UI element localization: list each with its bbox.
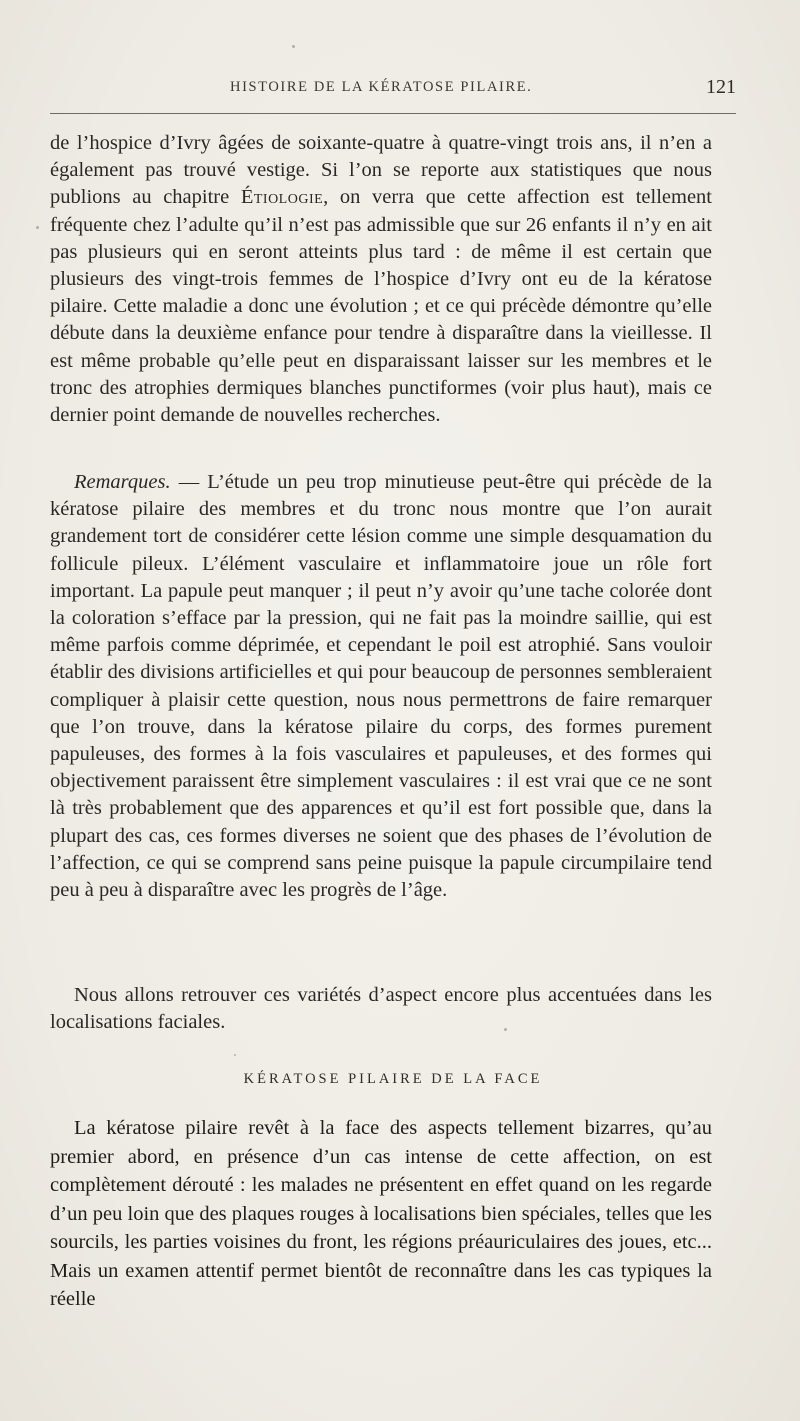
running-head-title: HISTOIRE DE LA KÉRATOSE PILAIRE.: [230, 79, 533, 95]
remarques-lead: Remarques.: [74, 471, 171, 493]
paragraph-transition: Nous allons retrouver ces variétés d’aspect encore plus accentuées dans les localisations faciales.: [50, 984, 712, 1034]
paper-speck: [234, 1054, 236, 1056]
paper-speck: [504, 1028, 507, 1031]
paragraph-remarques: [50, 469, 712, 904]
paragraph-face-intro: La kératose pilaire revêt à la face des aspects tellement bizarres, qu’au premier abord, en présence d’un cas intense de cette affection, on est complètement dérouté : les malades ne présentent en effet quand on les regarde d’un peu loin que des plaques rouges à localisations bien spéciales, telles que les sourcils, les parties voisines du front, les régions préauriculaires des joues, etc... Mais un examen attentif permet bientôt de reconnaître dans les cas typiques la réelle: [50, 1117, 712, 1310]
paragraph-etiologie-evolution: [50, 130, 712, 429]
paragraph-1-after: , on verra que cette affection est tellement fréquente chez l’adulte qu’il n’est pas admissible que sur 26 enfants il n’y en ait pas plusieurs qui en seront atteints plus tard : de même il est certain que plusieurs des vingt-trois femmes de l’hospice d’Ivry ont eu de la kératose pilaire. Cette maladie a donc une évolution ; et ce qui précède démontre qu’elle débute dans la deuxième enfance pour tendre à disparaître dans la vieillesse. Il est même probable qu’elle peut en disparaissant laisser sur les membres et le tronc des atrophies dermiques blanches punctiformes (voir plus haut), mais ce dernier point demande de nouvelles recherches.: [50, 186, 713, 427]
header-rule: [50, 113, 736, 114]
paragraph-1-before: de l’hospice d’Ivry âgées de soixante-quatre à quatre-vingt trois ans, il n’en a également pas trouvé vestige. Si l’on se reporte aux statistiques que nous publions au chapitre: [50, 132, 712, 209]
page-number: 121: [706, 76, 736, 98]
paper-speck: [292, 45, 295, 48]
running-head: [50, 76, 736, 100]
remarques-body: — L’étude un peu trop minutieuse peut-être qui précède de la kératose pilaire des membres et du tronc nous montre que l’on aurait grandement tort de considérer cette lésion comme une simple desquamation du follicule pileux. L’élément vasculaire et inflammatoire joue un rôle fort important. La papule peut manquer ; il peut n’y avoir qu’une tache colorée dont la coloration s’efface par la pression, qui ne fait pas la moindre saillie, qui est même parfois comme déprimée, et cependant le poil est atrophié. Sans vouloir établir des divisions artificielles et qui pour beaucoup de personnes sembleraient compliquer à plaisir cette question, nous nous permettrons de faire remarquer que l’on trouve, dans la kératose pilaire du corps, des formes purement papuleuses, des formes à la fois vasculaires et papuleuses, et des formes qui objectivement paraissent être simplement vasculaires : il est vrai que ce ne sont là très probablement que des apparences et qu’il est fort possible que, dans la plupart des cas, ces formes diverses ne soient que des phases de l’évolution de l’affection, ce qui se comprend sans peine puisque la papule circumpilaire tend peu à peu à disparaître avec les progrès de l’âge.: [50, 471, 712, 902]
paper-speck: [36, 226, 39, 229]
section-title: KÉRATOSE PILAIRE DE LA FACE: [243, 1071, 543, 1087]
chapter-reference-etiologie: Étiologie: [240, 186, 324, 209]
